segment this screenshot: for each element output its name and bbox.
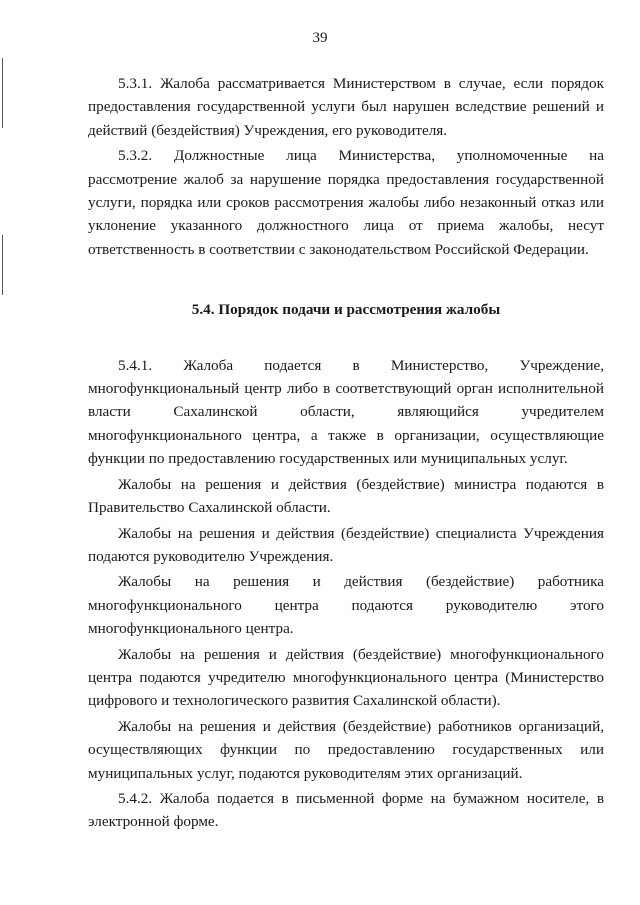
scan-margin-mark (2, 58, 3, 128)
paragraph-organization-complaints: Жалобы на решения и действия (бездействие) работников организаций, осуществляющих функции по предоставлению государственных или муниципальных услуг, подаются руководителям этих организаций. (88, 717, 604, 782)
paragraph-5-3-1: 5.3.1. Жалоба рассматривается Министерством в случае, если порядок предоставления государственной услуги был нарушен вследствие решений и действий (бездействия) Учреждения, его руководителя. (88, 75, 604, 139)
paragraph-5-4-1: 5.4.1. Жалоба подается в Министерство, Учреждение, многофункциональный центр либо в соответствующий орган исполнительной власти Сахалинской области, являющийся учредителем многофункционального центра, а также в организации, осуществляющие функции по предоставлению государственных или муниципальных услуг. (88, 356, 604, 468)
document-body (88, 72, 604, 834)
paragraph-minister-complaints: Жалобы на решения и действия (бездействие) министра подаются в Правительство Сахалинской области. (88, 475, 604, 517)
page-number: 39 (312, 30, 328, 46)
scan-margin-mark (2, 235, 3, 295)
paragraph-mfc-worker-complaints: Жалобы на решения и действия (бездействие) работника многофункционального центра подаются руководителю этого многофункционального центра. (88, 573, 604, 638)
paragraph-5-3-2: 5.3.2. Должностные лица Министерства, уполномоченные на рассмотрение жалоб за нарушение порядка предоставления государственной услуги, порядка или сроков рассмотрения жалобы либо незаконный отказ или уклонение указанного должностного лица от приема жалобы, несут ответственность в соответствии с законодательством Российской Федерации. (88, 147, 604, 258)
section-heading: 5.4. Порядок подачи и рассмотрения жалобы (191, 301, 501, 319)
paragraph-5-4-2: 5.4.2. Жалоба подается в письменной форме на бумажном носителе, в электронной форме. (88, 789, 604, 831)
paragraph-mfc-complaints: Жалобы на решения и действия (бездействие) многофункционального центра подаются учредителю многофункционального центра (Министерство цифрового и технологического развития Сахалинской области). (88, 645, 604, 710)
paragraph-specialist-complaints: Жалобы на решения и действия (бездействие) специалиста Учреждения подаются руководителю Учреждения. (88, 524, 604, 565)
